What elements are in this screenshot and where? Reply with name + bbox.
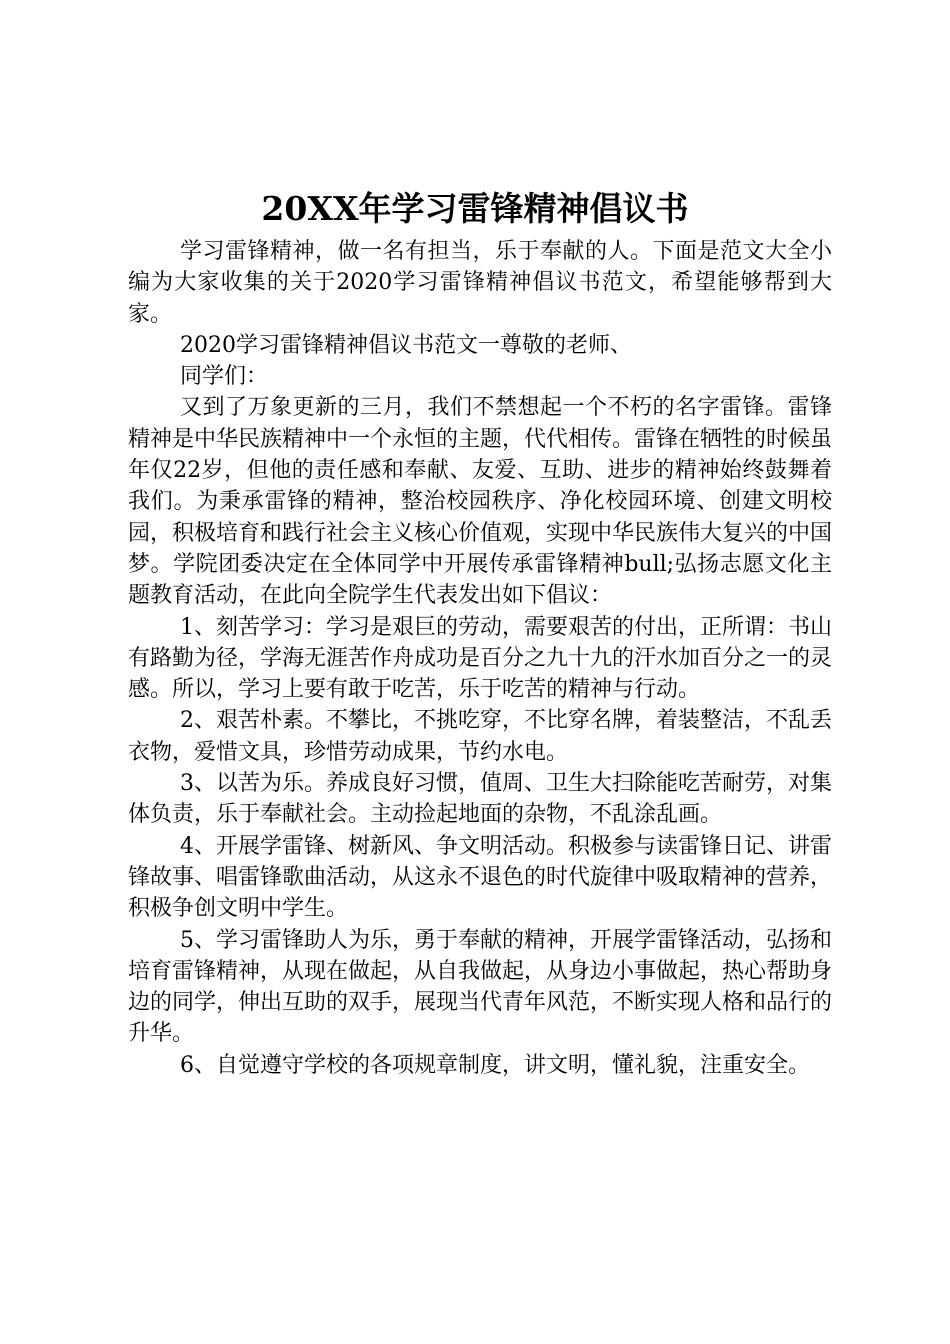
paragraph-item-1: 1、刻苦学习：学习是艰巨的劳动，需要艰苦的付出，正所谓：书山有路勤为径，学海无涯苦作舟成功是百分之九十九的汗水加百分之一的灵感。所以，学习上要有敢于吃苦，乐于吃苦的精神与行动。 bbox=[128, 614, 833, 703]
paragraph-item-4: 4、开展学雷锋、树新风、争文明活动。积极参与读雷锋日记、讲雷锋故事、唱雷锋歌曲活动，从这永不退色的时代旋律中吸取精神的营养，积极争创文明中学生。 bbox=[128, 833, 833, 922]
paragraph-heading: 2020学习雷锋精神倡议书范文一尊敬的老师、 bbox=[180, 332, 632, 358]
paragraph-item-5: 5、学习雷锋助人为乐，勇于奉献的精神，开展学雷锋活动，弘扬和培育雷锋精神，从现在做起，从自我做起，从身边小事做起，热心帮助身边的同学，伸出互助的双手，展现当代青年风范，不断实现人格和品行的升华。 bbox=[128, 927, 833, 1047]
paragraph-body: 又到了万象更新的三月，我们不禁想起一个不朽的名字雷锋。雷锋精神是中华民族精神中一个永恒的主题，代代相传。雷锋在牺牲的时候虽年仅22岁，但他的责任感和奉献、友爱、互助、进步的精神始终鼓舞着我们。为秉承雷锋的精神，整治校园秩序、净化校园环境、创建文明校园，积极培育和践行社会主义核心价值观，实现中华民族伟大复兴的中国梦。学院团委决定在全体同学中开展传承雷锋精神bull;弘扬志愿文化主题教育活动，在此向全院学生代表发出如下倡议： bbox=[128, 395, 833, 609]
document-body bbox=[128, 236, 832, 1081]
paragraph-item-3: 3、以苦为乐。养成良好习惯，值周、卫生大扫除能吃苦耐劳，对集体负责，乐于奉献社会。主动捡起地面的杂物，不乱涂乱画。 bbox=[128, 771, 832, 828]
paragraph-item-6: 6、自觉遵守学校的各项规章制度，讲文明，懂礼貌，注重安全。 bbox=[180, 1052, 810, 1078]
paragraph-intro: 学习雷锋精神，做一名有担当，乐于奉献的人。下面是范文大全小编为大家收集的关于2020学习雷锋精神倡议书范文，希望能够帮到大家。 bbox=[128, 239, 832, 327]
paragraph-salutation: 同学们： bbox=[180, 364, 269, 390]
paragraph-item-2: 2、艰苦朴素。不攀比，不挑吃穿，不比穿名牌，着装整洁，不乱丢衣物，爱惜文具，珍惜劳动成果，节约水电。 bbox=[128, 708, 832, 765]
document-title: 20XX年学习雷锋精神倡议书 bbox=[261, 189, 689, 228]
